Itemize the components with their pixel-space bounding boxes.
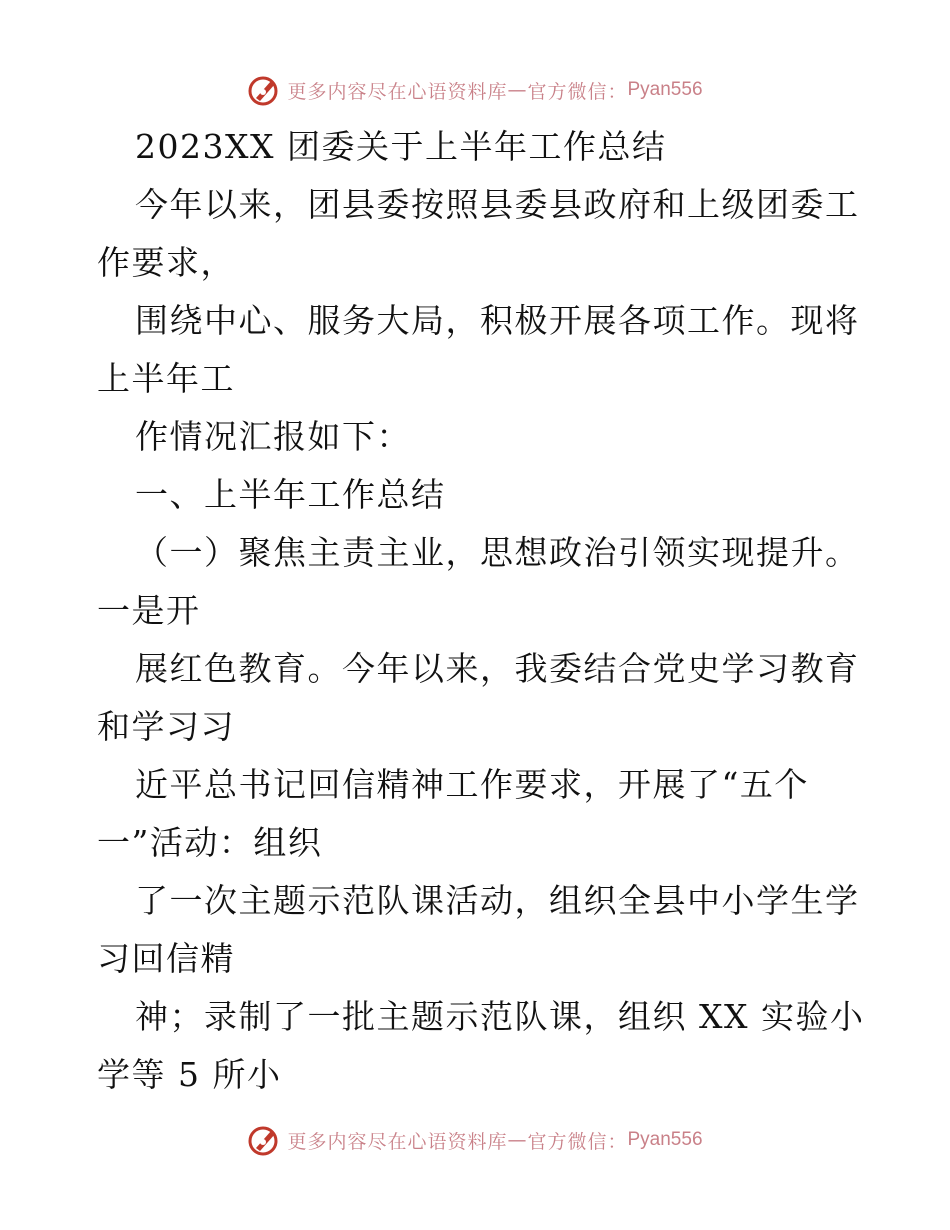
watermark-label: 官方微信： [527, 80, 628, 103]
paragraph-line: 了一次主题示范队课活动，组织全县中小学生学 [135, 881, 860, 920]
paragraph-line: 今年以来，团县委按照县委县政府和上级团委工 [135, 185, 860, 224]
paragraph-line: 作情况汇报如下： [135, 417, 411, 456]
paragraph-line: 一是开 [97, 591, 201, 630]
watermark-main-text: 更多内容尽在心语资料库 [287, 80, 508, 103]
document-title: 2023XX 团委关于上半年工作总结 [135, 127, 667, 166]
section-heading: 一、上半年工作总结 [135, 475, 446, 514]
paragraph-line: 作要求， [97, 243, 235, 282]
watermark-dash: — [507, 79, 528, 101]
watermark-main-text: 更多内容尽在心语资料库 [287, 1130, 508, 1153]
watermark-wechat-id: Pyan556 [627, 1129, 703, 1150]
paragraph-line: 围绕中心、服务大局，积极开展各项工作。现将 [135, 301, 860, 340]
paragraph-line: 和学习习 [97, 707, 235, 746]
pen-logo-icon [247, 73, 281, 107]
paragraph-line: 展红色教育。今年以来，我委结合党史学习教育 [135, 649, 860, 688]
paragraph-line: 近平总书记回信精神工作要求，开展了“五个 [135, 765, 809, 804]
footer-watermark [0, 1118, 950, 1162]
paragraph-line: 学等 5 所小 [97, 1055, 282, 1094]
document-body [97, 118, 865, 1104]
pen-logo-icon [247, 1123, 281, 1157]
watermark-dash: — [507, 1129, 528, 1151]
paragraph-line: 一”活动：组织 [97, 823, 323, 862]
paragraph-line: 习回信精 [97, 939, 235, 978]
paragraph-line: 神；录制了一批主题示范队课，组织 XX 实验小 [135, 997, 865, 1036]
watermark-label: 官方微信： [527, 1130, 628, 1153]
paragraph-line: 上半年工 [97, 359, 235, 398]
subsection-heading: （一）聚焦主责主业，思想政治引领实现提升。 [135, 533, 860, 572]
header-watermark [0, 68, 950, 112]
watermark-wechat-id: Pyan556 [627, 79, 703, 100]
